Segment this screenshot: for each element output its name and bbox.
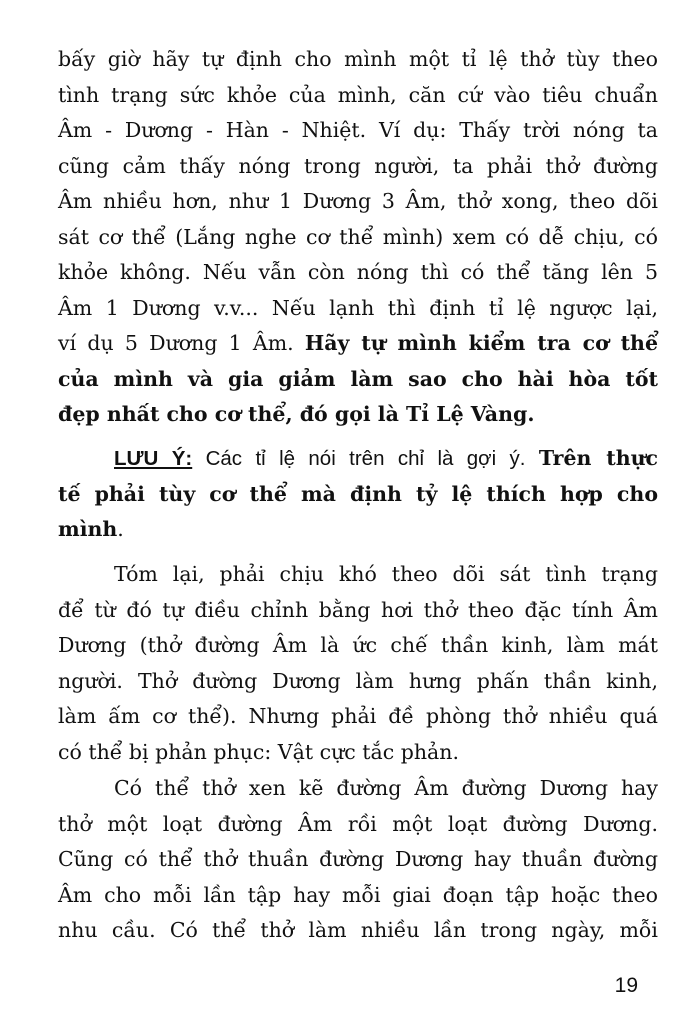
paragraph-3 [58,771,658,949]
page-number: 19 [614,974,638,997]
bold-text-segment: Hãy tự mình kiểm tra cơ thể [304,331,658,355]
text-line: sát cơ thể (Lắng nghe cơ thể mình) xem có dễ chịu, có [58,224,658,249]
bold-text-line: tế phải tùy cơ thể mà định tỷ lệ thích hợp cho [58,481,658,506]
text-line: thở một loạt đường Âm rồi một loạt đường Dương. [58,811,658,836]
text-line: Dương (thở đường Âm là ức chế thần kinh, làm mát [58,633,658,657]
text-line: Âm nhiều hơn, như 1 Dương 3 Âm, thở xong, theo dõi [58,189,658,213]
text-line: Cũng có thể thở thuần đường Dương hay thuần đường [58,847,658,871]
text-line: để từ đó tự điều chỉnh bằng hơi thở theo đặc tính Âm [58,597,658,622]
text-segment: Các tỉ lệ nói trên chỉ là gợi ý. [192,447,539,470]
text-line [58,441,658,477]
bold-text-line: của mình và gia giảm làm sao cho hài hòa tốt [58,366,658,391]
bold-text-line: đẹp nhất cho cơ thể, đó gọi là Tỉ Lệ Vàng. [58,402,535,426]
text-line: khỏe không. Nếu vẫn còn nóng thì có thể tăng lên 5 [58,260,658,284]
text-line: bấy giờ hãy tự định cho mình một tỉ lệ thở tùy theo [58,47,658,71]
text-line: người. Thở đường Dương làm hưng phấn thần kinh, [58,668,658,693]
text-segment: ví dụ 5 Dương 1 Âm. [58,331,305,355]
text-line [58,512,658,548]
text-line: làm ấm cơ thể). Nhưng phải đề phòng thở nhiều quá [58,704,658,728]
text-line: Âm - Dương - Hàn - Nhiệt. Ví dụ: Thấy trời nóng ta [58,118,658,142]
note-label: LƯU Ý: [114,447,193,470]
text-line: Có thể thở xen kẽ đường Âm đường Dương hay [114,776,658,800]
bold-text-segment: Trên thực [538,446,658,470]
text-line: tình trạng sức khỏe của mình, căn cứ vào tiêu chuẩn [58,82,658,107]
note-paragraph [58,441,658,548]
text-line: có thể bị phản phục: Vật cực tắc phản. [58,739,459,764]
text-line [58,326,658,362]
text-segment: . [117,517,124,541]
text-line: Âm 1 Dương v.v... Nếu lạnh thì định tỉ lệ ngược lại, [58,295,658,320]
text-line: nhu cầu. Có thể thở làm nhiều lần trong ngày, mỗi [58,918,658,942]
text-line: Âm cho mỗi lần tập hay mỗi giai đoạn tập hoặc theo [58,882,658,907]
paragraph-2 [58,557,658,770]
bold-text-segment: mình [58,517,118,541]
text-line: cũng cảm thấy nóng trong người, ta phải thở đường [58,153,658,178]
paragraph-1 [58,42,658,433]
text-line: Tóm lại, phải chịu khó theo dõi sát tình trạng [114,562,658,586]
